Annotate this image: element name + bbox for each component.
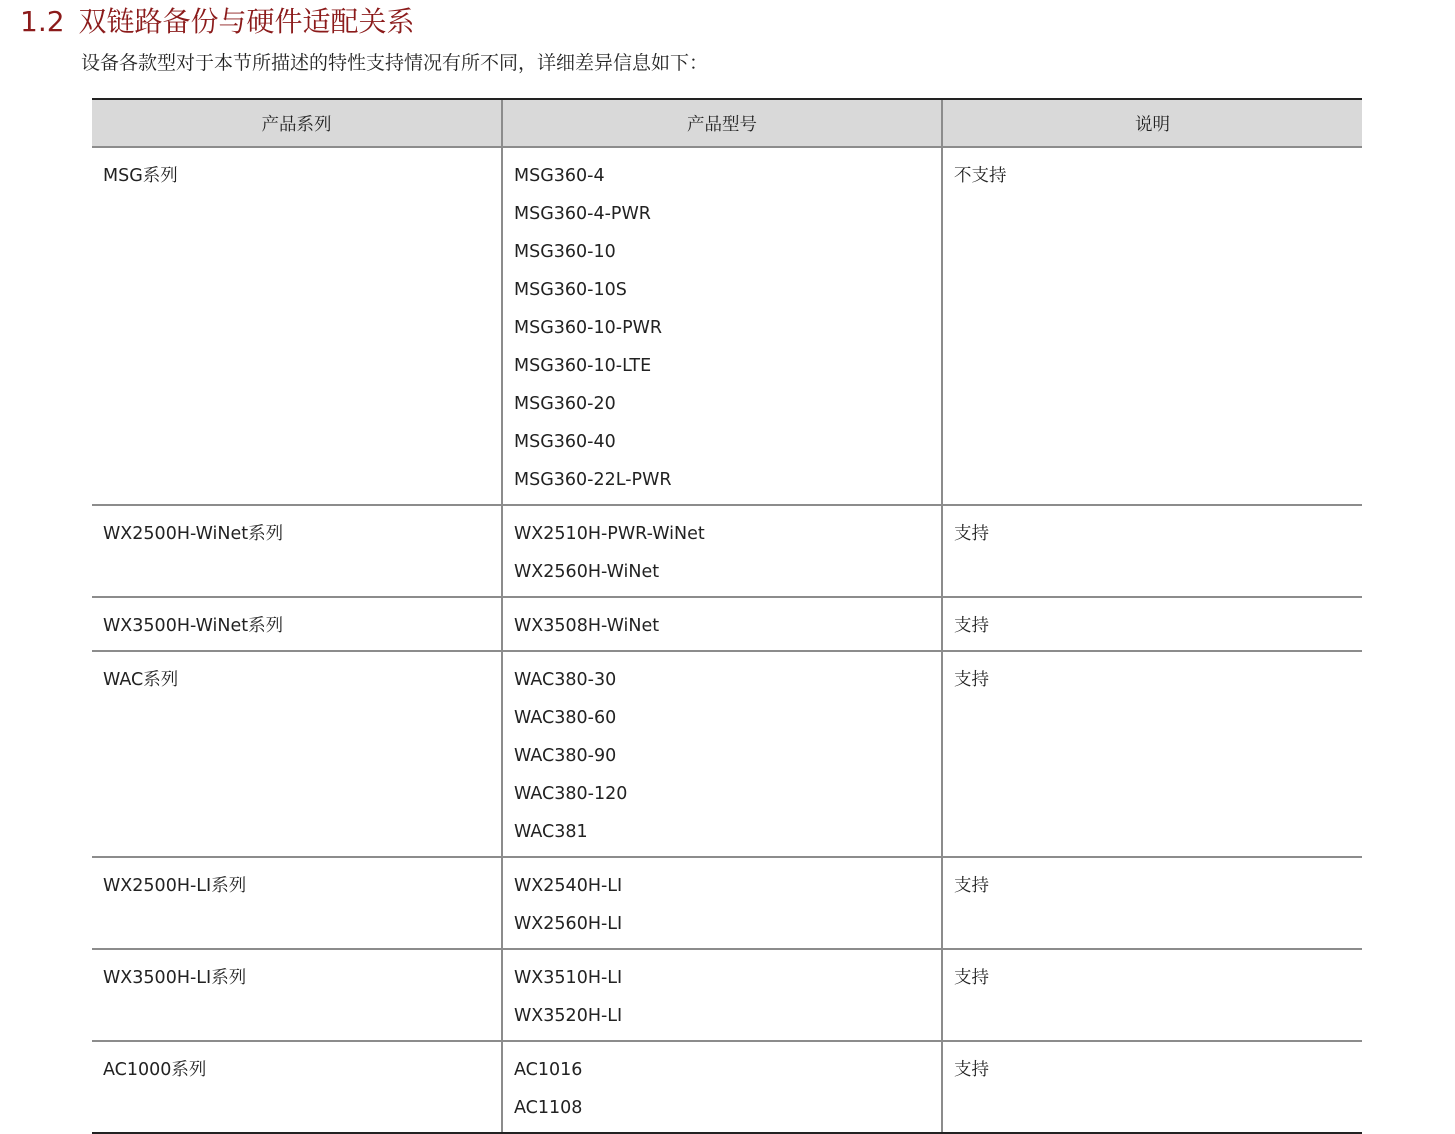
product-model: WX2510H-PWR-WiNet: [514, 524, 705, 544]
table-row: [92, 505, 1362, 597]
product-model: MSG360-4: [514, 166, 605, 186]
support-note-cell: 支持: [942, 857, 1362, 949]
header-description: 说明: [942, 99, 1362, 147]
product-model: WX2560H-WiNet: [514, 562, 660, 582]
product-series-cell: WX3500H-WiNet系列: [92, 597, 502, 651]
product-models-cell: [502, 949, 942, 1041]
section-number: 1.2: [20, 5, 65, 38]
header-product-model: 产品型号: [502, 99, 942, 147]
product-model: MSG360-40: [514, 432, 616, 452]
table-body: [92, 147, 1362, 1133]
table-row: [92, 949, 1362, 1041]
product-model: AC1108: [514, 1098, 583, 1118]
support-note-cell: 支持: [942, 651, 1362, 857]
product-model: MSG360-22L-PWR: [514, 470, 672, 490]
product-model: WX2540H-LI: [514, 876, 623, 896]
product-series-cell: WX2500H-LI系列: [92, 857, 502, 949]
product-models-cell: [502, 597, 942, 651]
support-note-cell: 支持: [942, 1041, 1362, 1133]
product-model: WX3520H-LI: [514, 1006, 623, 1026]
product-models-cell: [502, 505, 942, 597]
product-model: WAC380-60: [514, 708, 617, 728]
product-series-cell: WAC系列: [92, 651, 502, 857]
product-model: MSG360-4-PWR: [514, 204, 651, 224]
product-models-cell: [502, 857, 942, 949]
section-heading: [20, 2, 415, 42]
product-model: WX2560H-LI: [514, 914, 623, 934]
product-series-cell: AC1000系列: [92, 1041, 502, 1133]
support-note-cell: 不支持: [942, 147, 1362, 505]
section-title: 双链路备份与硬件适配关系: [78, 5, 415, 38]
product-series-cell: WX3500H-LI系列: [92, 949, 502, 1041]
product-model: WAC380-120: [514, 784, 628, 804]
support-note-cell: 支持: [942, 949, 1362, 1041]
product-model: MSG360-20: [514, 394, 616, 414]
product-model: WX3508H-WiNet: [514, 616, 660, 636]
product-model: MSG360-10-LTE: [514, 356, 652, 376]
product-model: WAC380-30: [514, 670, 617, 690]
product-model: AC1016: [514, 1060, 583, 1080]
header-product-series: 产品系列: [92, 99, 502, 147]
product-series-cell: WX2500H-WiNet系列: [92, 505, 502, 597]
table-row: [92, 1041, 1362, 1133]
table-row: [92, 597, 1362, 651]
product-series-cell: MSG系列: [92, 147, 502, 505]
hardware-compatibility-table: [92, 98, 1362, 1134]
product-models-cell: [502, 651, 942, 857]
product-model: WX3510H-LI: [514, 968, 623, 988]
support-note-cell: 支持: [942, 597, 1362, 651]
product-models-cell: [502, 1041, 942, 1133]
product-model: WAC381: [514, 822, 588, 842]
product-model: MSG360-10-PWR: [514, 318, 663, 338]
support-note-cell: 支持: [942, 505, 1362, 597]
table-row: [92, 147, 1362, 505]
product-models-cell: [502, 147, 942, 505]
product-model: MSG360-10S: [514, 280, 627, 300]
table-row: [92, 857, 1362, 949]
product-model: MSG360-10: [514, 242, 616, 262]
product-model: WAC380-90: [514, 746, 617, 766]
table-header-row: [92, 99, 1362, 147]
intro-paragraph: 设备各款型对于本节所描述的特性支持情况有所不同，详细差异信息如下：: [81, 52, 709, 74]
table-row: [92, 651, 1362, 857]
